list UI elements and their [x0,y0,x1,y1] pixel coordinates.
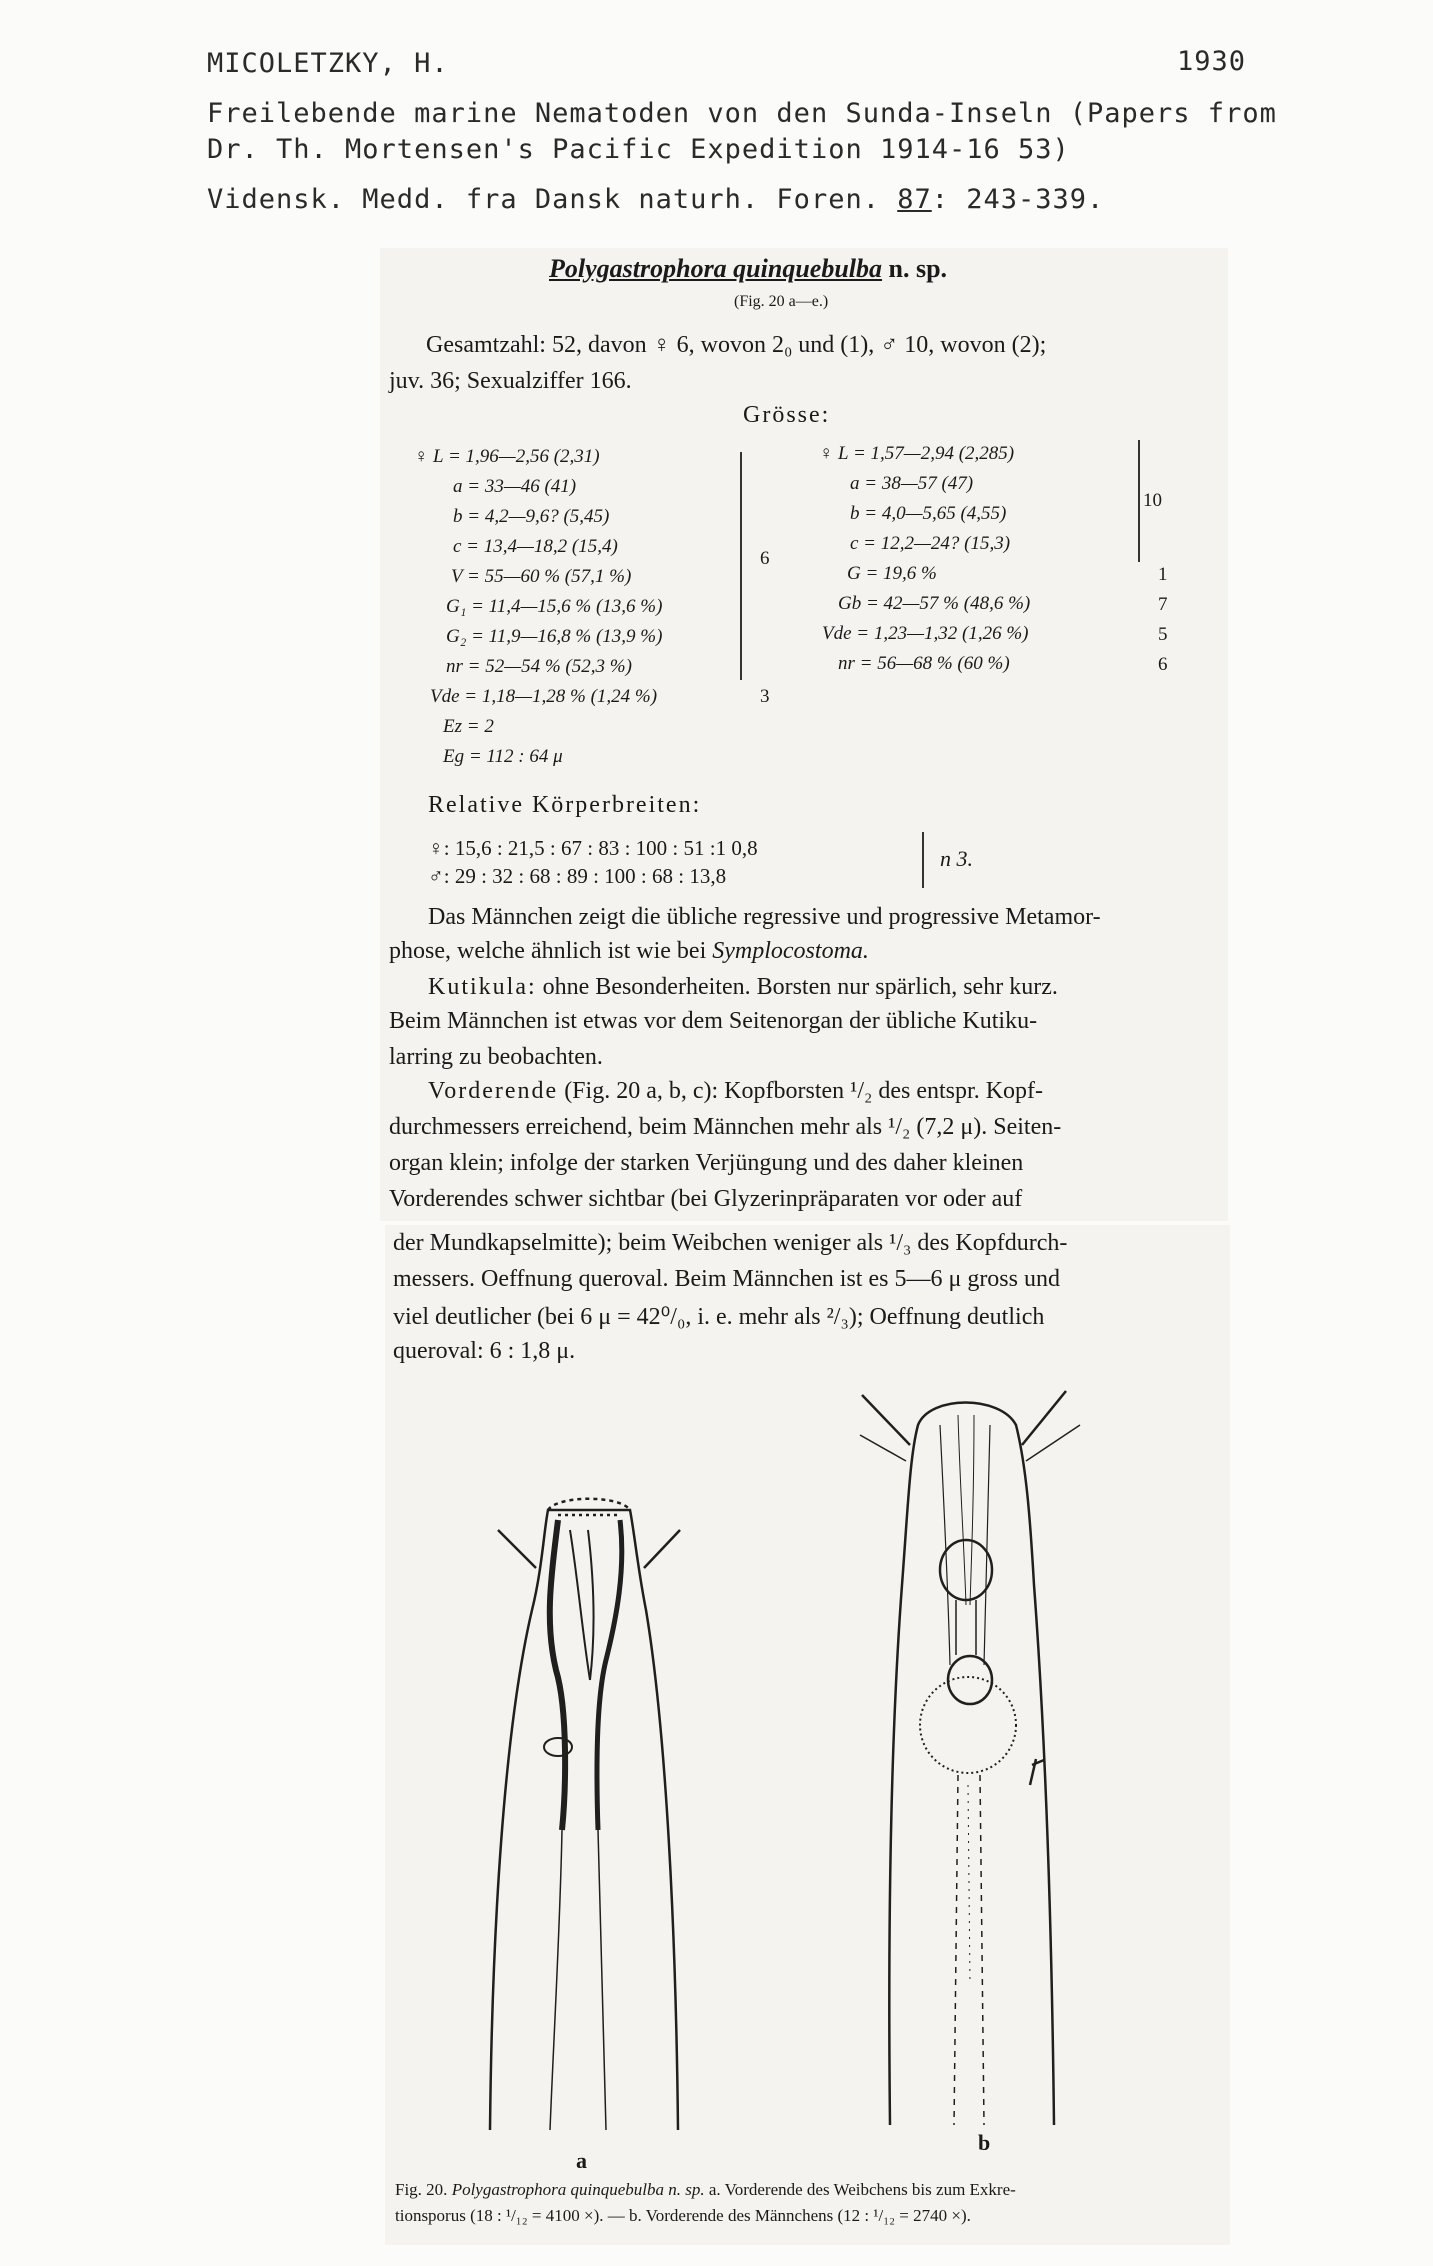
para3-line2: durchmessers erreichend, beim Männchen mehr als ¹/₂ (7,2 μ). Seiten- [389,1114,1062,1140]
para2-line1 [428,974,1058,1001]
gesamtzahl-line-2: juv. 36; Sexualziffer 166. [389,368,632,394]
vorderende-lead: Vorderende [428,1078,559,1104]
measure-female: c = 13,4—18,2 (15,4) [453,536,618,557]
kutikula-lead: Kutikula: [428,974,537,1000]
genus-symplocostoma: Symplocostoma. [712,938,869,964]
male-n: 5 [1158,624,1168,645]
measure-female: G₁ = 11,4—15,6 % (13,6 %) [446,596,663,617]
relative-n: n 3. [940,846,973,871]
male-n: 6 [1158,654,1168,675]
para1-line2 [389,938,869,965]
para2-line1-text: ohne Besonderheiten. Borsten nur spärlich, sehr kurz. [536,974,1058,1000]
male-n: 7 [1158,594,1168,615]
measure-male: ♀ L = 1,57—2,94 (2,285) [819,443,1015,464]
para3-line6: messers. Oeffnung queroval. Beim Männchen ist es 5—6 μ gross und [393,1266,1060,1292]
groesse-heading: Grösse: [743,402,831,428]
measure-female: Vde = 1,18—1,28 % (1,24 %) [430,686,658,707]
para3-line1-text: (Fig. 20 a, b, c): Kopfborsten ¹/₂ des entspr. Kopf- [558,1078,1044,1104]
figure-reference: (Fig. 20 a—e.) [734,293,829,310]
para3-line7: viel deutlicher (bei 6 μ = 42⁰/₀, i. e. mehr als ²/₃); Oeffnung deutlich [393,1304,1045,1330]
gesamtzahl-line-1: Gesamtzahl: 52, davon ♀ 6, wovon 2₀ und (1), ♂ 10, wovon (2); [426,332,1047,358]
relative-female: ♀: 15,6 : 21,5 : 67 : 83 : 100 : 51 :1 0,8 [428,836,758,860]
para3-line5: der Mundkapselmitte); beim Weibchen weniger als ¹/₃ des Kopfdurch- [393,1230,1068,1256]
para1-line2-text: phose, welche ähnlich ist wie bei [389,938,713,964]
male-n-main: 10 [1143,490,1162,511]
male-n: 1 [1158,564,1168,585]
caption-text-a: a. Vorderende des Weibchens bis zum Exkre- [704,2180,1016,2199]
measure-female: Ez = 2 [443,716,494,737]
relative-male: ♂: 29 : 32 : 68 : 89 : 100 : 68 : 13,8 [428,864,727,888]
volume: 87 [897,184,932,215]
figure-caption-line-1 [395,2180,1016,2200]
para3-line4: Vorderendes schwer sichtbar (bei Glyzerinpräparaten vor oder auf [389,1186,1023,1212]
author: MICOLETZKY, H. [207,48,449,79]
brace-male [1128,440,1140,562]
measure-male: c = 12,2—24? (15,3) [850,533,1011,554]
figure-label-b: b [978,2130,991,2155]
year: 1930 [1177,46,1247,77]
title-line-2: Dr. Th. Mortensen's Pacific Expedition 1914-16 53) [207,134,1070,165]
figure-b-drawing [840,1385,1120,2135]
measure-female: a = 33—46 (41) [453,476,577,497]
measure-female: b = 4,2—9,6? (5,45) [453,506,610,527]
measure-male: nr = 56—68 % (60 %) [838,653,1010,674]
caption-fig-number: Fig. 20. [395,2180,452,2199]
title-line-1: Freilebende marine Nematoden von den Sunda-Inseln (Papers from [207,98,1277,129]
para2-line3: larring zu beobachten. [389,1044,603,1070]
species-name: Polygastrophora quinquebulba [549,254,883,283]
measure-female: nr = 52—54 % (52,3 %) [446,656,632,677]
species-suffix: n. sp. [888,254,948,283]
measure-male: b = 4,0—5,65 (4,55) [850,503,1007,524]
species-title [549,254,947,284]
figure-a-drawing [470,1470,700,2140]
pages: : 243-339. [931,184,1105,215]
para3-line8: queroval: 6 : 1,8 μ. [393,1338,576,1364]
measure-male: a = 38—57 (47) [850,473,974,494]
female-n-vde: 3 [760,686,770,707]
para1-line1: Das Männchen zeigt die übliche regressive und progressive Metamor- [428,904,1101,930]
para3-line1 [428,1078,1043,1105]
para3-line3: organ klein; infolge der starken Verjüngung und des daher kleinen [389,1150,1024,1176]
caption-species: Polygastrophora quinquebulba n. sp. [451,2180,705,2199]
citation-prefix: Vidensk. Medd. fra Dansk naturh. Foren. [207,184,880,215]
female-n-main: 6 [760,548,770,569]
relative-heading: Relative Körperbreiten: [428,792,702,818]
measure-male: Vde = 1,23—1,32 (1,26 %) [822,623,1029,644]
citation [207,184,1104,215]
para2-line2: Beim Männchen ist etwas vor dem Seitenorgan der übliche Kutiku- [389,1008,1038,1034]
brace-relative [916,832,924,888]
measure-female: G₂ = 11,9—16,8 % (13,9 %) [446,626,663,647]
measure-male: Gb = 42—57 % (48,6 %) [838,593,1031,614]
measure-female: V = 55—60 % (57,1 %) [451,566,632,587]
measure-male: G = 19,6 % [847,563,937,584]
measure-female: ♀ L = 1,96—2,56 (2,31) [414,446,600,467]
figure-caption-line-2: tionsporus (18 : ¹/₁₂ = 4100 ×). — b. Vorderende des Männchens (12 : ¹/₁₂ = 2740 ×). [395,2206,971,2225]
figure-label-a: a [576,2148,587,2173]
measure-female: Eg = 112 : 64 μ [443,746,563,767]
brace-female [730,452,742,680]
